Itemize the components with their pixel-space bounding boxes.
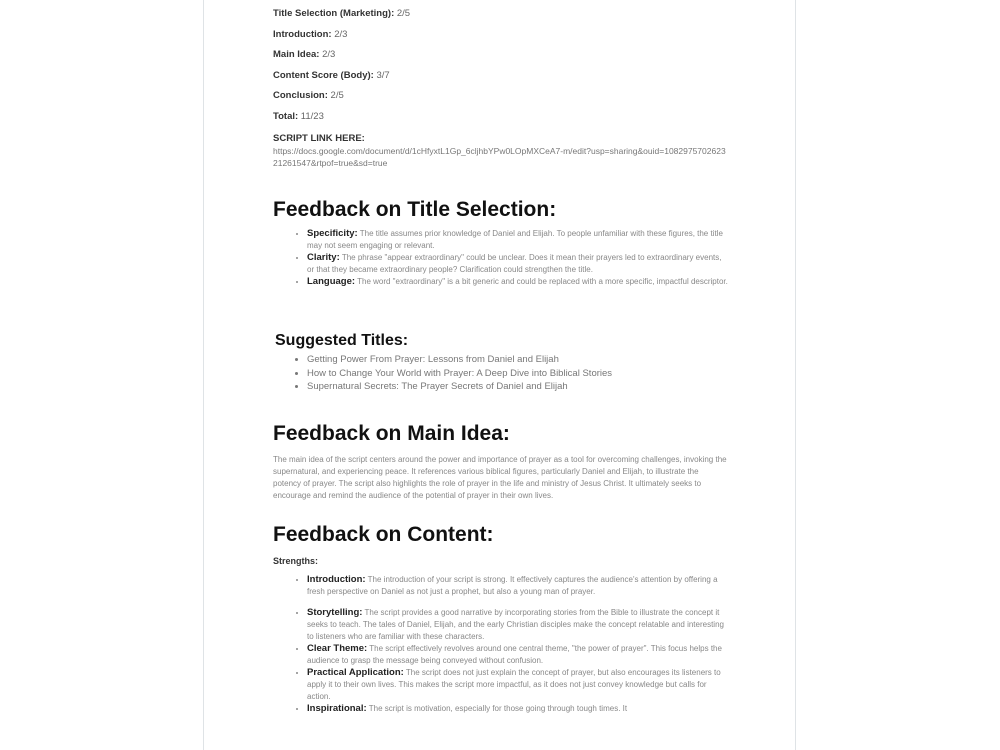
score-conclusion: Conclusion: 2/5: [273, 90, 344, 101]
title-feedback-section: [273, 198, 728, 288]
score-main-idea: Main Idea: 2/3: [273, 49, 336, 60]
main-idea-section: [273, 422, 728, 502]
score-introduction: Introduction: 2/3: [273, 28, 348, 40]
list-item: • How to Change Your World with Prayer: A Deep Dive into Biblical Stories: [307, 367, 730, 381]
script-link-url[interactable]: https://docs.google.com/document/d/1cHfyxtL1Gp_6cljhbYPw0LOpMXCeA7-m/edit?usp=sharing&ouid=108297570262321261547&rtpof=true&sd=true: [273, 146, 726, 168]
content-heading: Feedback on Content:: [273, 523, 494, 546]
content-section: [273, 523, 728, 715]
suggested-titles-heading: Suggested Titles:: [275, 332, 409, 349]
list-item: • Introduction: The introduction of your script is strong. It effectively captures the audience's attention by offering a fresh perspective on Daniel as not just a prophet, but also a young man of prayer.: [307, 574, 728, 598]
suggested-titles-section: [275, 331, 730, 394]
list-item: • Getting Power From Prayer: Lessons from Daniel and Elijah: [307, 353, 730, 367]
list-item: • Clear Theme: The script effectively revolves around one central theme, "the power of prayer". This focus helps the audience to grasp the message being conveyed without confusion.: [307, 643, 728, 667]
list-item: • Inspirational: The script is motivation, especially for those going through tough times. It: [307, 703, 728, 715]
script-link-label: SCRIPT LINK HERE:: [273, 133, 365, 144]
main-idea-heading: Feedback on Main Idea:: [273, 422, 510, 445]
list-item: • Clarity: The phrase "appear extraordinary" could be unclear. Does it mean their prayers led to extraordinary events, or that they became extraordinary people? Clarification could strengthen the title.: [307, 252, 728, 276]
score-title: Title Selection (Marketing): 2/5: [273, 8, 411, 19]
script-link-block: [273, 133, 728, 169]
main-idea-text: The main idea of the script centers around the power and importance of prayer as a tool for overcoming challenges, invoking the supernatural, and experiencing peace. It references various biblical figures, particularly Daniel and Elijah, to illustrate the potency of prayer. The script also highlights the role of prayer in the life and ministry of Jesus Christ. It ultimately seeks to encourage and remind the audience of the potential of prayer in their own lives.: [273, 455, 727, 500]
strengths-label: Strengths:: [273, 556, 318, 566]
list-item: • Supernatural Secrets: The Prayer Secrets of Daniel and Elijah: [307, 380, 730, 394]
list-item: • Storytelling: The script provides a good narrative by incorporating stories from the Bible to illustrate the concept it seeks to teach. The tales of Daniel, Elijah, and the early Christian disciples make the concept relatable and interesting to listeners who are familiar with these characters.: [307, 607, 728, 643]
score-content: Content Score (Body): 3/7: [273, 69, 390, 81]
score-total: Total: 11/23: [273, 110, 324, 122]
list-item: • Specificity: The title assumes prior knowledge of Daniel and Elijah. To people unfamiliar with these figures, the title may not seem engaging or relevant.: [307, 228, 728, 252]
list-item: • Language: The word "extraordinary" is a bit generic and could be replaced with a more specific, impactful descriptor.: [307, 276, 728, 288]
score-list: [273, 8, 728, 131]
list-item: • Practical Application: The script does not just explain the concept of prayer, but also encourages its listeners to apply it to their own lives. This makes the script more impactful, as it does not just convey knowledge but calls for action.: [307, 667, 728, 703]
title-feedback-heading: Feedback on Title Selection:: [273, 198, 557, 221]
